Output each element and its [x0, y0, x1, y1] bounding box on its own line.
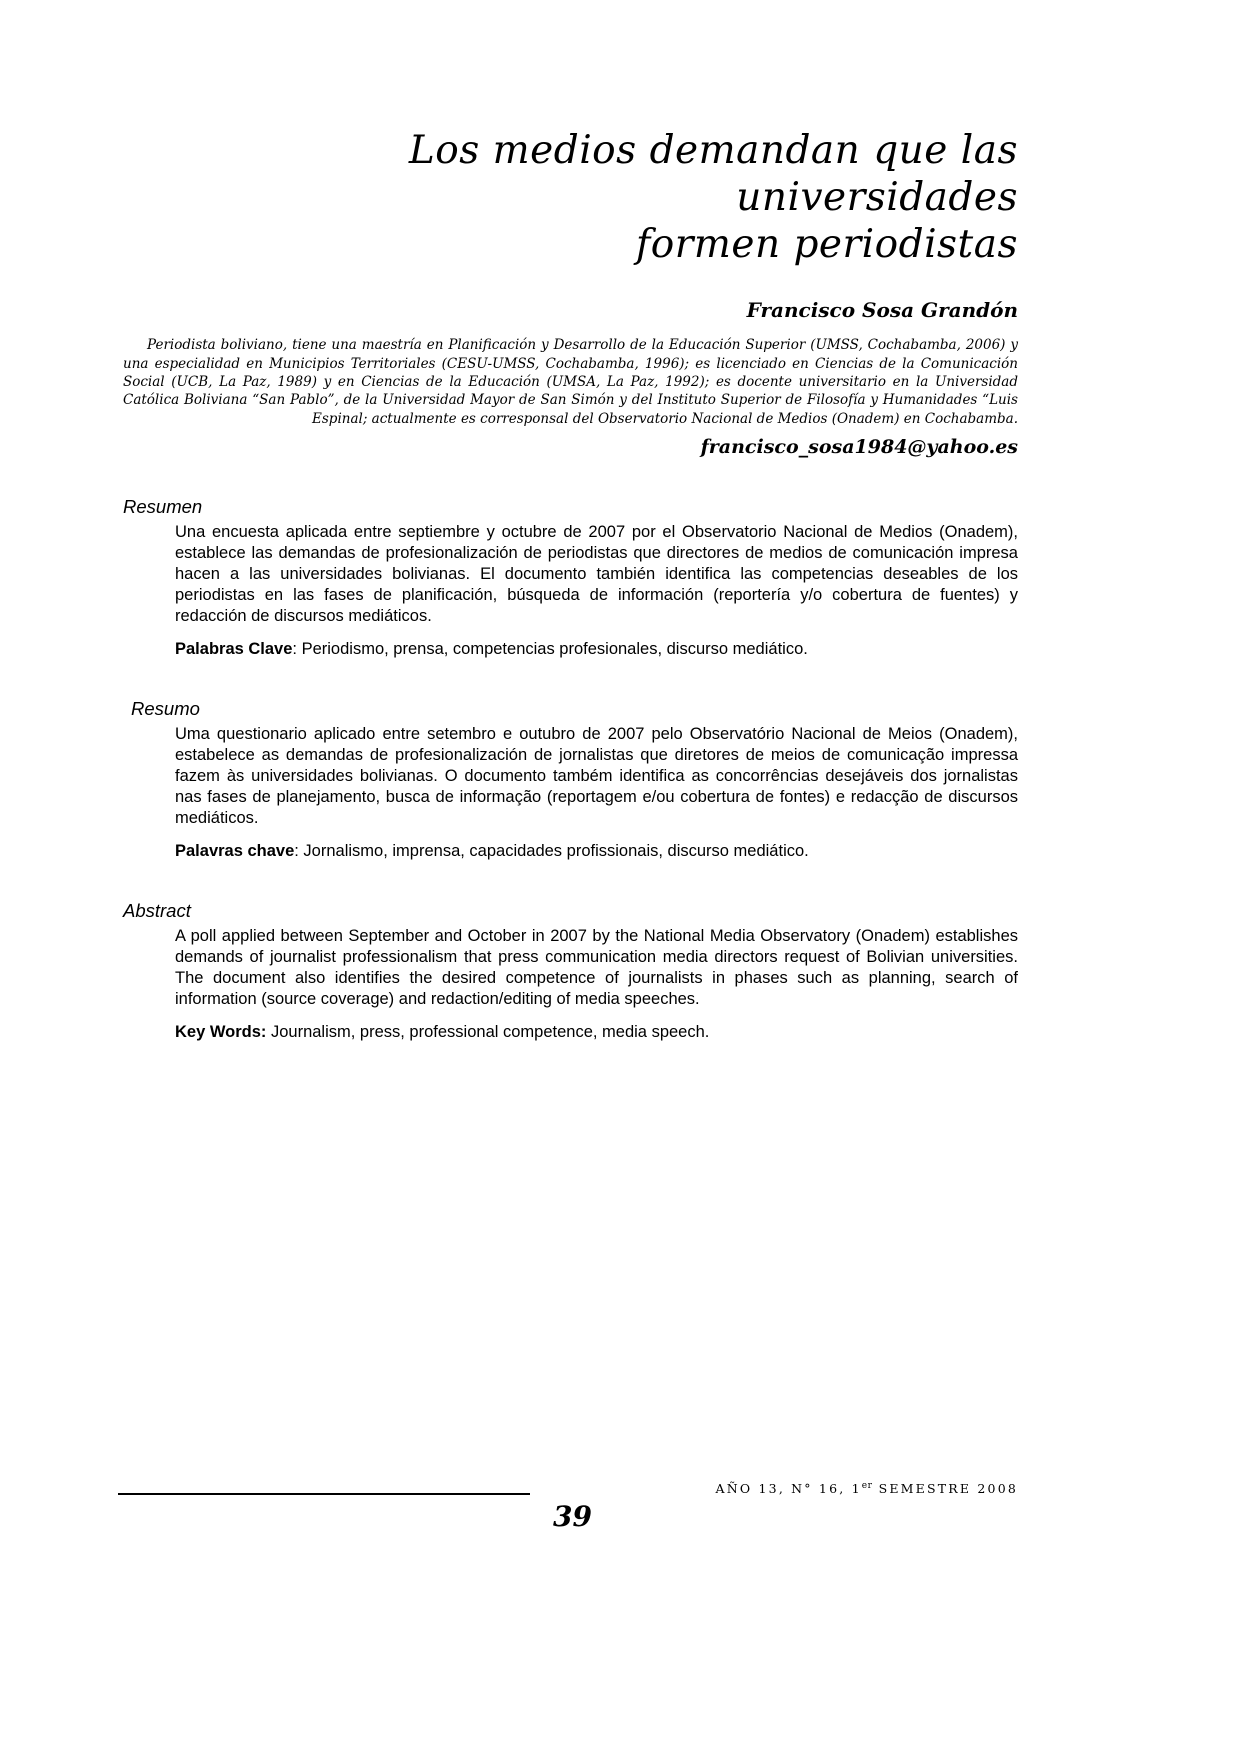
resumo-body: Uma questionario aplicado entre setembro e outubro de 2007 pelo Observatório Nacional de Meios (Onadem), estabelece as demandas de profesionalización de jornalistas que diretores de meios de comunicação impressa fazem às universidades bolivianas. O documento também identifica as concorrências desejáveis dos jornalistas nas fases de planejamento, busca de informação (reportagem e/ou cobertura de fontes) e redacção de discursos mediáticos.: [175, 725, 1018, 828]
article-header: [123, 128, 1018, 458]
section-resumen: [123, 496, 1018, 660]
article-title: [123, 128, 1018, 268]
section-abstract: [123, 900, 1018, 1043]
footer-divider: [118, 1493, 530, 1495]
resumen-keywords-value: : Periodismo, prensa, competencias profesionales, discurso mediático.: [292, 640, 808, 659]
author-email: francisco_sosa1984@yahoo.es: [700, 436, 1018, 459]
resumo-keywords: [175, 841, 1018, 862]
resumen-keywords-label: Palabras Clave: [175, 640, 293, 659]
author-name: Francisco Sosa Grandón: [746, 298, 1018, 323]
resumo-heading: Resumo: [131, 698, 200, 720]
resumen-body: Una encuesta aplicada entre septiembre y octubre de 2007 por el Observatorio Nacional de Medios (Onadem), establece las demandas de profesionalización de periodistas que directores de medios de comunicación impresa hacen a las universidades bolivianas. El documento también identifica las competencias deseables de los periodistas en las fases de planificación, búsqueda de información (reportería y/o cobertura de fuentes) y redacción de discursos mediáticos.: [175, 523, 1018, 626]
abstract-keywords-value: Journalism, press, professional competence, media speech.: [266, 1023, 710, 1041]
abstract-keywords-label: Key Words:: [175, 1023, 267, 1041]
page-number: 39: [553, 1500, 592, 1533]
resumo-keywords-value: : Jornalismo, imprensa, capacidades profissionais, discurso mediático.: [294, 842, 809, 861]
section-resumo: [123, 698, 1018, 862]
article-title-line-2: formen periodistas: [635, 221, 1018, 267]
resumen-keywords: [175, 639, 1018, 660]
resumen-heading: Resumen: [123, 496, 203, 518]
abstract-body: A poll applied between September and October in 2007 by the National Media Observatory (Onadem) establishes demands of journalist professionalism that press communication media directors request of Bolivian universities. The document also identifies the desired competence of journalists in phases such as planning, search of information (source coverage) and redaction/editing of media speeches.: [175, 927, 1018, 1009]
article-title-line-1: Los medios demandan que las universidades: [408, 128, 1018, 220]
content-column: [0, 128, 1240, 1043]
journal-issue-line: [716, 1481, 1018, 1496]
author-bio: Periodista boliviano, tiene una maestría en Planificación y Desarrollo de la Educación Superior (UMSS, Cochabamba, 2006) y una especialidad en Municipios Territoriales (CESU-UMSS, Cochabamba, 1996); es licenciado en Ciencias de la Comunicación Social (UCB, La Paz, 1989) y en Ciencias de la Educación (UMSA, La Paz, 1992); es docente universitario en la Universidad Católica Boliviana “San Pablo”, de la Universidad Mayor de San Simón y del Instituto Superior de Filosofía y Humanidades “Luis Espinal; actualmente es corresponsal del Observatorio Nacional de Medios (Onadem) en Cochabamba.: [123, 337, 1018, 427]
resumo-keywords-label: Palavras chave: [175, 842, 295, 861]
abstract-heading: Abstract: [123, 900, 191, 921]
journal-issue-end: SEMESTRE 2008: [872, 1481, 1018, 1497]
journal-issue-superscript: er: [861, 1481, 873, 1491]
abstract-keywords: [175, 1022, 1018, 1043]
journal-issue-start: AÑO 13, N° 16, 1: [715, 1481, 862, 1497]
